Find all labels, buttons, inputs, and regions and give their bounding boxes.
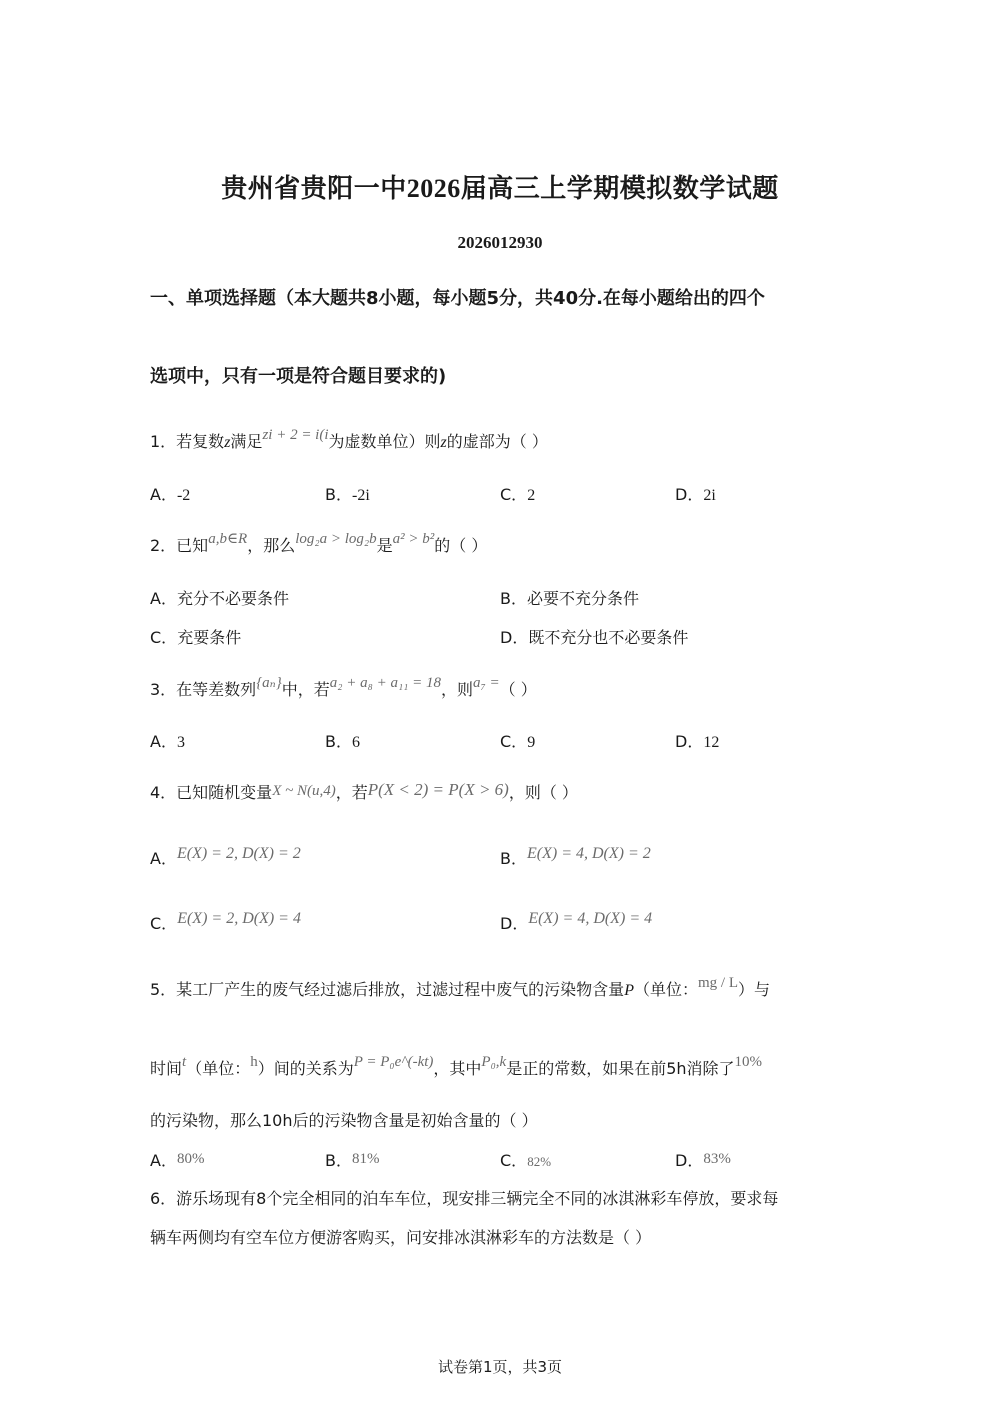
q1-post: 为虚数单位）则	[328, 432, 441, 451]
q3-prefix: 3．在等差数列	[150, 680, 257, 699]
q3-math-seq: {aₙ}	[256, 675, 282, 691]
q1-end: 的虚部为（ ）	[446, 432, 548, 451]
q5-option-c: C．82%	[500, 1151, 552, 1170]
question-2	[150, 533, 487, 556]
q4-option-d: D．E(X) = 4, D(X) = 4	[500, 910, 653, 933]
question-1	[150, 429, 548, 452]
q1-var-z: z	[224, 434, 231, 451]
question-5-line2: 时间t（单位：h）间的关系为P = P₀e^(-kt)，其中P₀,k是正的常数，如果在前5h消除了10%	[150, 1054, 763, 1078]
q3-option-b: B．6	[325, 732, 360, 751]
q4-math-prob: P(X < 2) = P(X > 6)	[367, 780, 509, 799]
question-5-line3: 的污染物，那么10h后的污染物含量是初始含量的（ ）	[150, 1111, 538, 1130]
q3-option-a: A．3	[150, 732, 185, 751]
q5-var-t: t	[182, 1054, 187, 1070]
section-heading-line1: 一、单项选择题（本大题共8小题，每小题5分，共40分.在每小题给出的四个	[150, 288, 765, 309]
q1-mid: 满足	[230, 432, 263, 451]
q2-mid1: ，那么	[247, 536, 296, 555]
q2-option-c: C．充要条件	[150, 628, 242, 647]
q4-end: ，则（ ）	[508, 783, 578, 802]
q5-unit-h: h	[250, 1054, 258, 1070]
q3-mid1: 中，若	[281, 680, 330, 699]
q5-var-p: P	[624, 982, 634, 999]
q2-math-ab: a,b∈R	[208, 531, 248, 547]
q4-option-c: C．E(X) = 2, D(X) = 4	[150, 910, 301, 933]
q5-percent: 10%	[734, 1054, 763, 1070]
q3-mid2: ，则	[441, 680, 474, 699]
q1-option-c: C．2	[500, 485, 536, 504]
q5-formula: P = P₀e^(-kt)	[353, 1054, 434, 1070]
q2-math-log: log₂a > log₂b	[295, 531, 377, 547]
question-6-line1: 6．游乐场现有8个完全相同的泊车车位，现安排三辆完全不同的冰淇淋彩车停放，要求每	[150, 1189, 779, 1208]
q4-mid1: ，若	[335, 783, 368, 802]
q1-var-z2: z	[440, 434, 447, 451]
q5-option-a: A．80%	[150, 1151, 205, 1170]
q2-option-a: A．充分不必要条件	[150, 589, 289, 608]
q4-prefix: 4．已知随机变量	[150, 783, 273, 802]
question-3	[150, 677, 537, 700]
question-4	[150, 780, 578, 803]
q2-end: 的（ ）	[434, 536, 488, 555]
q3-math-sum: a₂ + a₈ + a₁₁ = 18	[329, 675, 442, 691]
q2-prefix: 2．已知	[150, 536, 209, 555]
q2-option-d: D．既不充分也不必要条件	[500, 628, 689, 647]
q3-option-c: C．9	[500, 732, 536, 751]
q1-option-a: A．-2	[150, 485, 191, 504]
section-heading-line2: 选项中，只有一项是符合题目要求的)	[150, 366, 447, 387]
q5-option-b: B．81%	[325, 1151, 380, 1170]
q5-unit: mg / L	[697, 975, 738, 991]
q3-option-d: D．12	[675, 732, 720, 751]
q1-option-d: D．2i	[675, 485, 716, 504]
exam-code: 2026012930	[457, 233, 543, 252]
q1-equation: zi + 2 = i(i	[262, 427, 329, 443]
q3-math-a7: a₇ =	[473, 675, 500, 691]
q5-params: P₀,k	[481, 1054, 507, 1070]
q5-option-d: D．83%	[675, 1151, 731, 1170]
q4-math-dist: X ~ N(u,4)	[272, 783, 336, 799]
page-title: 贵州省贵阳一中2026届高三上学期模拟数学试题	[221, 174, 779, 203]
q2-mid2: 是	[376, 536, 393, 555]
q4-option-b: B．E(X) = 4, D(X) = 2	[500, 845, 651, 868]
q2-math-square: a² > b²	[392, 531, 435, 547]
q3-end: （ ）	[499, 680, 537, 699]
q2-option-b: B．必要不充分条件	[500, 589, 639, 608]
question-5-line1: 5．某工厂产生的废气经过滤后排放，过滤过程中废气的污染物含量P（单位：mg / L）与	[150, 975, 770, 999]
question-6-line2: 辆车两侧均有空车位方便游客购买，问安排冰淇淋彩车的方法数是（ ）	[150, 1228, 652, 1247]
page-footer: 试卷第1页，共3页	[437, 1358, 563, 1376]
q1-prefix: 1．若复数	[150, 432, 225, 451]
q1-option-b: B．-2i	[325, 485, 370, 504]
q4-option-a: A．E(X) = 2, D(X) = 2	[150, 845, 301, 868]
